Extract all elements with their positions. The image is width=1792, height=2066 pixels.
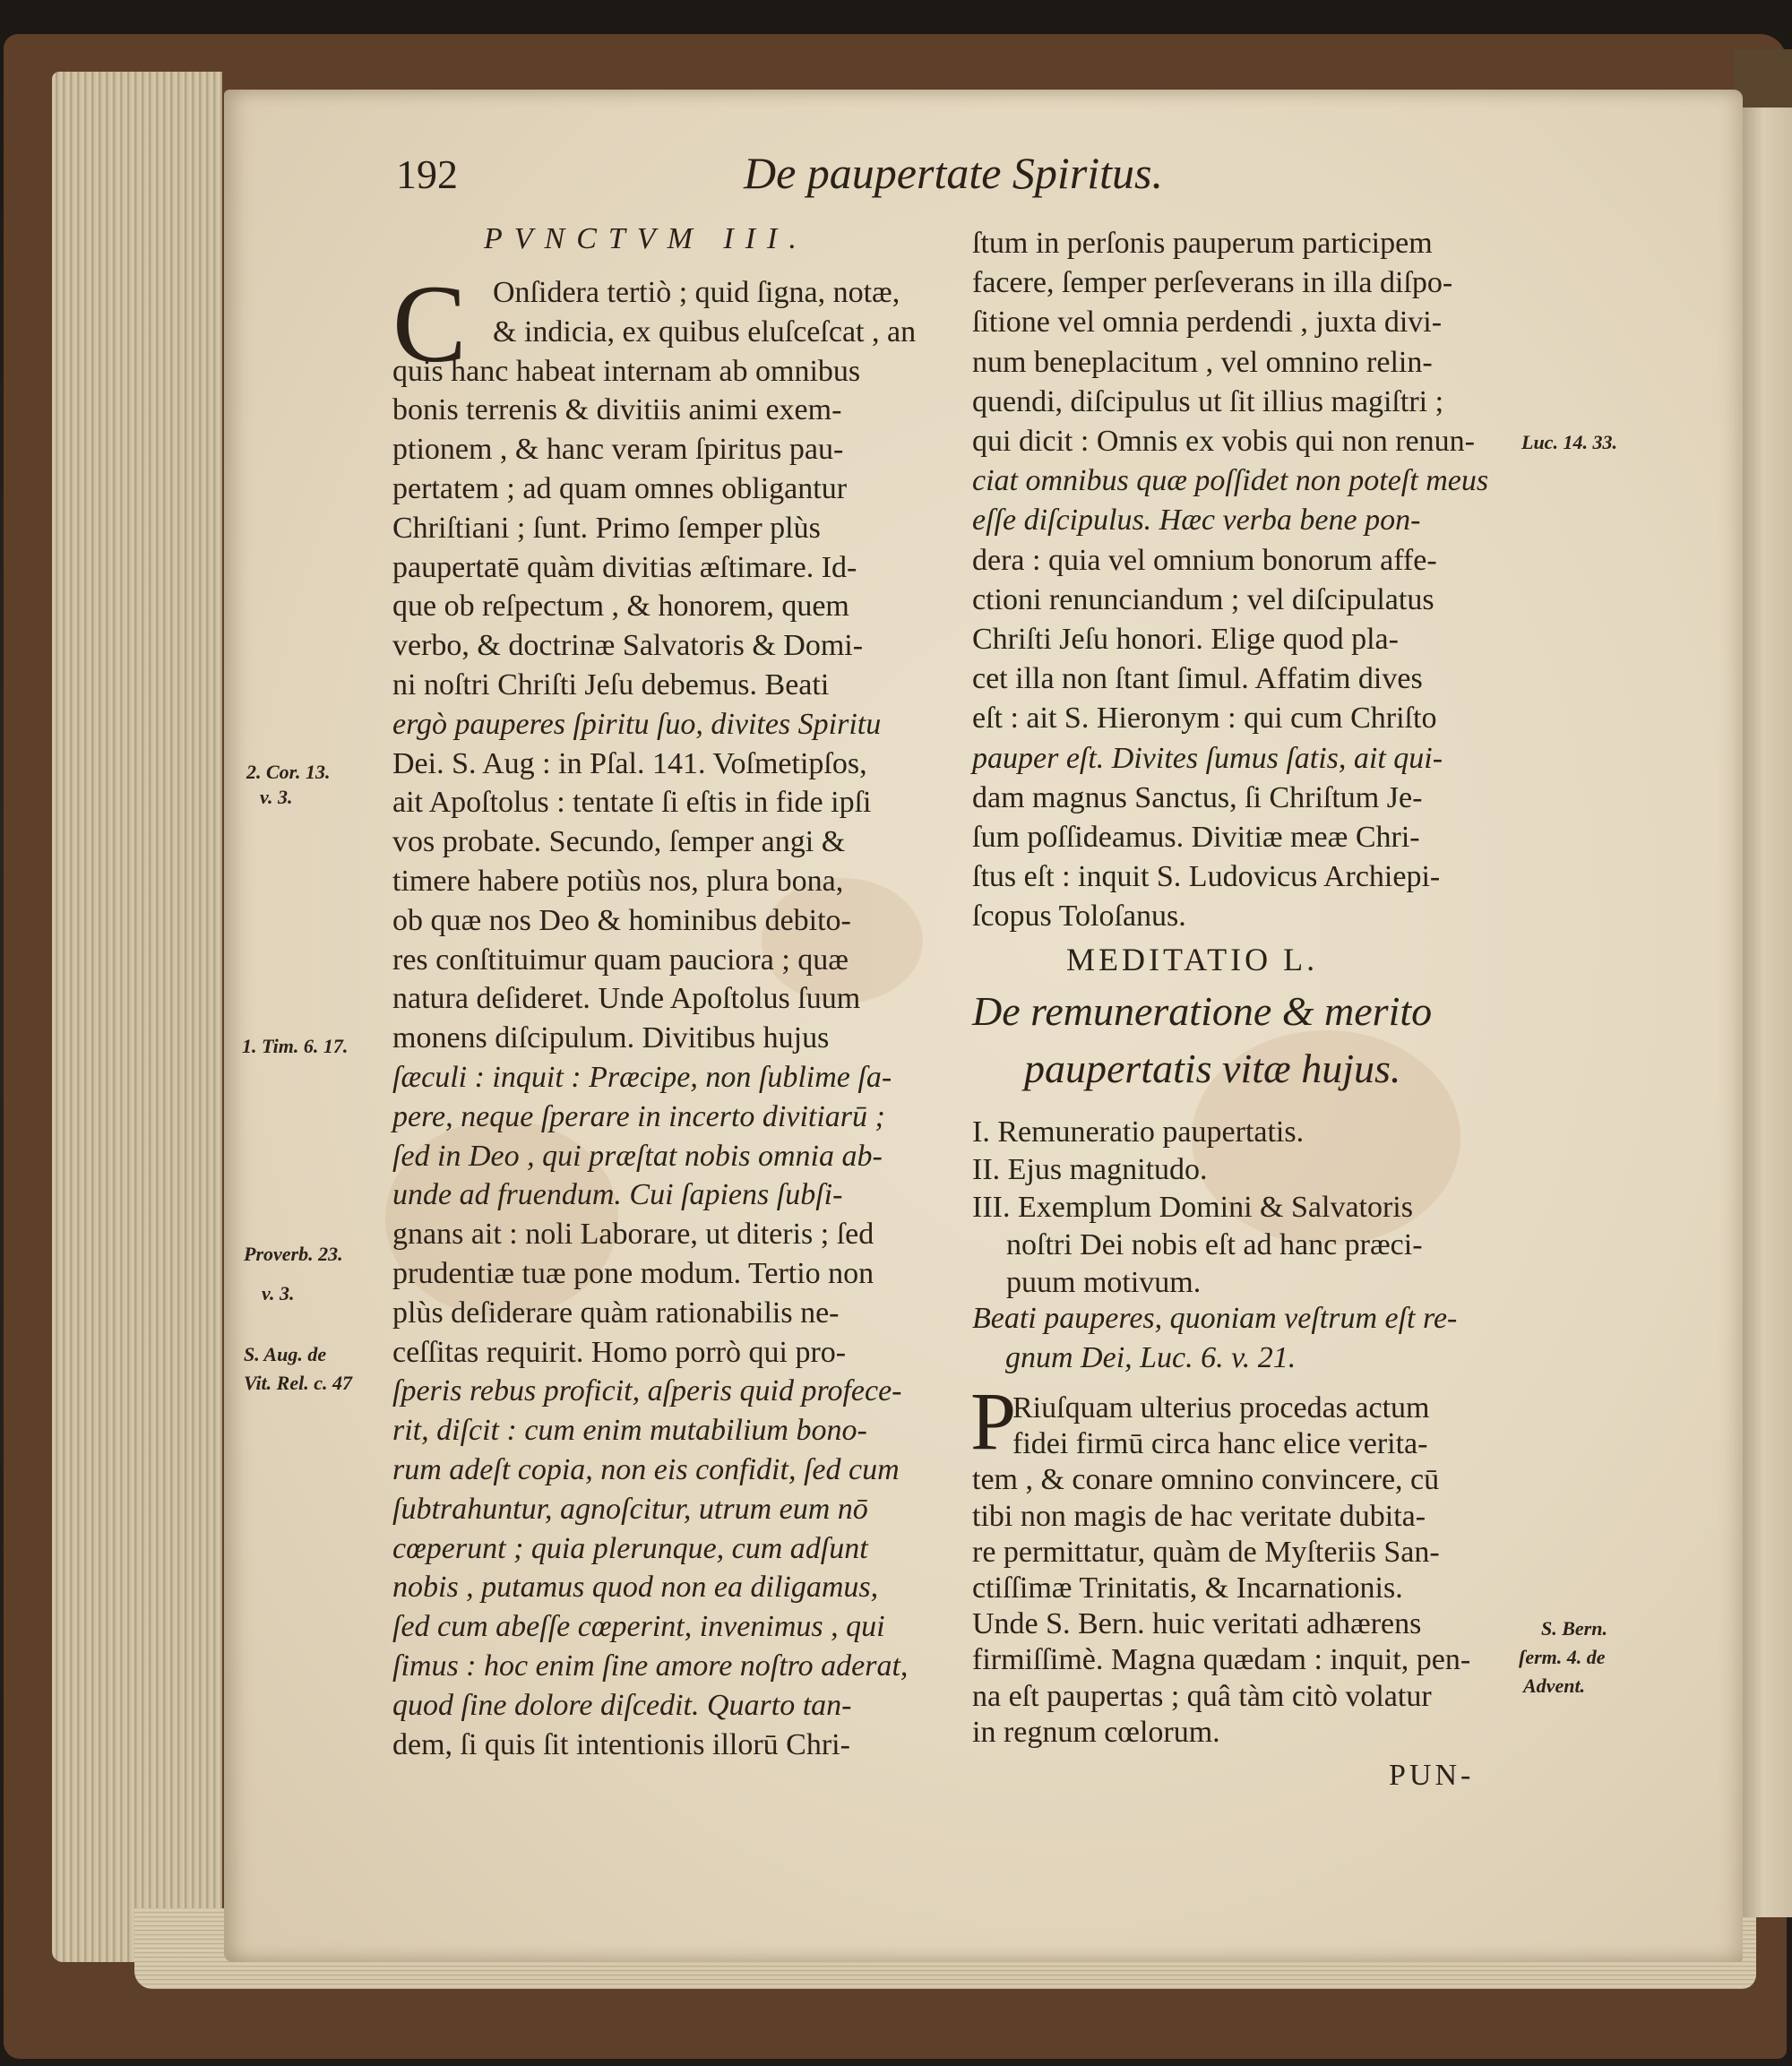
left-text-line: ceſſitas requirit. Homo porrò qui pro- (392, 1335, 847, 1369)
right-text-line: tibi non magis de hac veritate dubita- (972, 1499, 1426, 1533)
right-text-line: quendi, diſcipulus ut ſit illius magiſtri ; (972, 384, 1444, 418)
left-text-line: quod ſine dolore diſcedit. Quarto tan- (392, 1688, 852, 1722)
page-edges-left (52, 72, 222, 1962)
epigraph-line-2: gnum Dei, Luc. 6. v. 21. (1005, 1341, 1297, 1374)
drop-cap-p: P (970, 1375, 1017, 1467)
left-text-line: natura deſideret. Unde Apoſtolus ſuum (392, 982, 861, 1016)
left-text-line: Dei. S. Aug : in Pſal. 141. Voſmetipſos, (392, 746, 867, 780)
right-text-line: ſtus eſt : inquit S. Ludovicus Archiepi- (972, 860, 1441, 894)
right-text-line: eſt : ait S. Hieronym : qui cum Chriſto (972, 702, 1437, 736)
left-text-line: rum adeſt copia, non eis confidit, ſed cum (392, 1453, 900, 1486)
right-text-line: fidei firmū circa hanc elice verita- (1012, 1427, 1428, 1461)
right-text-line: eſſe diſcipulus. Hæc verba bene pon- (972, 504, 1421, 538)
right-text-line: ſtum in perſonis pauperum participem (972, 227, 1433, 260)
left-text-line: vos probate. Secundo, ſemper angi & (392, 825, 846, 859)
left-text-line: ſed in Deo , qui præſtat nobis omnia ab- (392, 1139, 883, 1173)
right-text-line: firmiſſimè. Magna quædam : inquit, pen- (972, 1643, 1471, 1677)
margin-note-s-aug: S. Aug. de Vit. Rel. c. 47 (244, 1343, 352, 1394)
right-text-line: ſcopus Toloſanus. (972, 900, 1186, 934)
left-text-line: ergò pauperes ſpiritu ſuo, divites Spiritu (392, 707, 882, 741)
left-text-line: unde ad fruendum. Cui ſapiens ſubſi- (392, 1178, 843, 1212)
point-line: noſtri Dei nobis eſt ad hanc præci- (1006, 1228, 1423, 1261)
drop-cap-c: C (392, 263, 467, 385)
margin-note-luc: Luc. 14. 33. (1521, 431, 1617, 453)
right-text-line: dam magnus Sanctus, ſi Chriſtum Je- (972, 780, 1423, 814)
left-text-line: Onſidera tertiò ; quid ſigna, notæ, (493, 276, 900, 309)
right-text-line: pauper eſt. Divites ſumus ſatis, ait qui- (972, 741, 1443, 775)
left-text-line: & indicia, ex quibus eluſceſcat , an (493, 314, 917, 349)
left-text-line: ptionem , & hanc veram ſpiritus pau- (392, 433, 844, 467)
margin-note-proverb: Proverb. 23. v. 3. (244, 1243, 343, 1304)
right-text-line: cet illa non ſtant ſimul. Affatim dives (972, 662, 1423, 696)
point-line: puum motivum. (1006, 1266, 1202, 1299)
left-text-line: pertatem ; ad quam omnes obligantur (392, 472, 848, 505)
point-line: III. Exemplum Domini & Salvatoris (972, 1191, 1413, 1224)
right-text-line: ſitione vel omnia perdendi , juxta divi- (972, 306, 1443, 340)
point-line: II. Ejus magnitudo. (972, 1153, 1208, 1186)
margin-note-1-tim: 1. Tim. 6. 17. (242, 1035, 349, 1057)
left-text-line: que ob reſpectum , & honorem, quem (392, 590, 849, 624)
right-text-line: ctiſſimæ Trinitatis, & Incarnationis. (972, 1571, 1403, 1605)
left-text-line: ſæculi : inquit : Præcipe, non ſublime ſa- (392, 1061, 892, 1094)
left-text-line: ob quæ nos Deo & hominibus debito- (392, 903, 851, 937)
left-text-line: gnans ait : noli Laborare, ut diteris ; ſed (392, 1218, 874, 1252)
right-text-line: re permittatur, quàm de Myſteriis San- (972, 1535, 1440, 1569)
left-text-line: ſimus : hoc enim ſine amore noſtro aderat, (392, 1649, 909, 1683)
left-text-line: ni noſtri Chriſti Jeſu debemus. Beati (392, 668, 830, 702)
right-text-line: ctioni renunciandum ; vel diſcipulatus (972, 582, 1434, 616)
left-text-line: res conſtituimur quam pauciora ; quæ (392, 943, 849, 977)
running-head: De paupertate Spiritus. (744, 148, 1164, 198)
left-text-line: timere habere potiùs nos, plura bona, (392, 865, 844, 898)
left-text-line: nobis , putamus quod non ea diligamus, (392, 1571, 879, 1605)
right-text-line: facere, ſemper perſeverans in illa diſpo- (972, 266, 1453, 300)
epigraph-line-1: Beati pauperes, quoniam veſtrum eſt re- (972, 1302, 1458, 1335)
left-text-line: quis hanc habeat internam ab omnibus (392, 354, 861, 388)
right-text-line: dera : quia vel omnium bonorum affe- (972, 543, 1437, 577)
catchword: PUN- (1389, 1759, 1475, 1792)
right-text-line: Riuſquam ulterius procedas actum (1012, 1391, 1430, 1425)
right-text-line: ciat omnibus quæ poſſidet non poteſt meus (972, 464, 1489, 498)
punctum-heading: PVNCTVM III. (484, 222, 808, 255)
left-text-line: ſubtrahuntur, agnoſcitur, utrum eum nō (392, 1492, 868, 1526)
margin-note-s-bern: S. Bern. ſerm. 4. de Advent. (1519, 1617, 1607, 1697)
right-text-line: Unde S. Bern. huic veritati adhærens (972, 1607, 1422, 1641)
right-text-line: na eſt paupertas ; quâ tàm citò volatur (972, 1679, 1432, 1713)
left-text-line: Chriſtiani ; ſunt. Primo ſemper plùs (392, 511, 821, 545)
right-text-line: tem , & conare omnino convincere, cū (972, 1463, 1440, 1497)
left-text-line: dem, ſi quis ſit intentionis illorū Chri- (392, 1727, 850, 1761)
left-text-line: bonis terrenis & divitiis animi exem- (392, 393, 842, 427)
meditatio-subtitle-1: De remuneratione & merito (972, 988, 1433, 1034)
right-text-line: in regnum cœlorum. (972, 1715, 1220, 1749)
left-text-line: ſed cum abeſſe cœperint, invenimus , qui (392, 1610, 885, 1644)
left-text-line: ſperis rebus proficit, aſperis quid profece- (392, 1374, 902, 1408)
right-text-line: Chriſti Jeſu honori. Elige quod pla- (972, 623, 1399, 656)
right-text-line: num beneplacitum , vel omnino relin- (972, 345, 1433, 379)
left-text-line: rit, diſcit : cum enim mutabilium bono- (392, 1414, 867, 1448)
margin-note-2-cor: 2. Cor. 13. v. 3. (246, 761, 331, 808)
meditatio-subtitle-2: paupertatis vitæ hujus. (1024, 1046, 1401, 1091)
left-text-line: paupertatē quàm divitias æſtimare. Id- (392, 550, 857, 584)
left-text-line: pere, neque ſperare in incerto divitiarū ; (392, 1099, 885, 1133)
point-line: I. Remuneratio paupertatis. (972, 1115, 1305, 1149)
right-text-line: qui dicit : Omnis ex vobis qui non renun- (972, 425, 1475, 458)
left-text-line: prudentiæ tuæ pone modum. Tertio non (392, 1257, 874, 1290)
page-number: 192 (396, 151, 458, 197)
left-text-line: verbo, & doctrinæ Salvatoris & Domi- (392, 629, 864, 663)
left-text-line: monens diſcipulum. Divitibus hujus (392, 1021, 830, 1055)
left-text-line: cœperunt ; quia plerunque, cum adſunt (392, 1531, 868, 1565)
meditatio-title: MEDITATIO L. (1066, 942, 1319, 977)
book-page (224, 90, 1743, 1962)
left-text-line: plùs deſiderare quàm rationabilis ne- (392, 1296, 840, 1330)
left-text-line: ait Apoſtolus : tentate ſi eſtis in fide ipſi (392, 786, 872, 820)
right-text-line: ſum poſſideamus. Divitiæ meæ Chri- (972, 821, 1420, 854)
